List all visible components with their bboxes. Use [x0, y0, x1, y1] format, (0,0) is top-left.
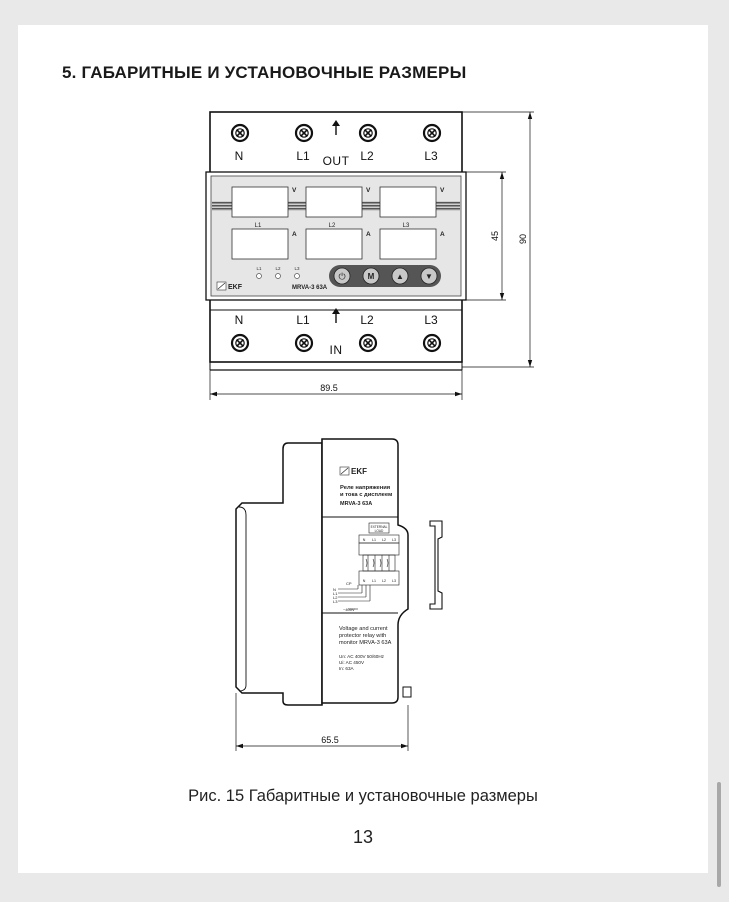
power-button[interactable]: [334, 268, 350, 284]
document-page: [18, 25, 708, 873]
terminal-label: L3: [424, 149, 438, 163]
side-view: [236, 439, 442, 751]
terminal-label: L3: [424, 313, 438, 327]
current-display-l3: [380, 229, 436, 259]
led-label: L3: [294, 266, 300, 271]
din-latch: [403, 687, 411, 697]
diagram-input-label: N: [333, 587, 336, 592]
english-desc-line: protector relay with: [339, 633, 387, 639]
product-name-line2: и тока с дисплеем: [340, 492, 393, 498]
terminal-label: L2: [360, 313, 374, 327]
side-model: MRVA-3 63A: [340, 501, 373, 507]
menu-icon: M: [367, 272, 375, 281]
terminal-screw-icon: [296, 125, 312, 141]
diagram-bottom-terminal: N: [362, 579, 366, 583]
terminal-screw-icon: [232, 125, 248, 141]
led-indicator: [276, 274, 281, 279]
power-icon: ⏻: [338, 271, 346, 282]
side-rear-housing: [236, 443, 322, 705]
product-name-line1: Реле напряжения: [340, 485, 391, 491]
spec-line: Ui: AC 450V: [339, 660, 365, 665]
diagram-input-label: L1: [333, 591, 338, 596]
diagram-top-terminal: N: [362, 538, 366, 542]
spec-line: In: 63A: [339, 666, 354, 671]
out-label: OUT: [322, 154, 350, 168]
terminal-label: L1: [296, 149, 310, 163]
terminal-label: L2: [360, 149, 374, 163]
down-button[interactable]: [421, 268, 437, 284]
terminal-screw-icon: [232, 335, 248, 351]
diagram-box-line1: EXTERNAL: [370, 525, 388, 529]
led-indicator: [295, 274, 300, 279]
terminal-screw-icon: [424, 125, 440, 141]
down-arrow-icon: ▼: [425, 272, 433, 281]
terminal-label: N: [234, 149, 244, 163]
din-rail: [430, 521, 442, 609]
phase-label: L1: [254, 223, 262, 229]
up-arrow-icon: ▲: [396, 272, 404, 281]
current-unit: A: [440, 231, 445, 238]
diagram-input-label: L2: [333, 595, 338, 600]
voltage-display-l2: [306, 187, 362, 217]
figure-caption: Рис. 15 Габаритные и установочные размеры: [188, 787, 538, 805]
voltage-display-l1: [232, 187, 288, 217]
diagram-input-label: L3: [333, 599, 338, 604]
diagram-box-line2: LOAD: [374, 529, 384, 533]
side-brand: EKF: [351, 467, 367, 476]
width-dimension: 89.5: [320, 383, 338, 393]
scrollbar[interactable]: [717, 782, 721, 887]
spec-line: Un: AC 400V 50/60Hz: [339, 654, 384, 659]
phase-label: L2: [328, 223, 336, 229]
terminal-label: N: [234, 313, 244, 327]
diagram-voltage: ~400V: [343, 607, 355, 612]
diagram-top-terminal: L2: [382, 538, 386, 542]
terminal-screw-icon: [360, 125, 376, 141]
diagram-bottom-terminal: L1: [372, 579, 376, 583]
page-number: 13: [352, 827, 374, 847]
depth-dimension: 65.5: [321, 735, 339, 745]
voltage-display-l3: [380, 187, 436, 217]
terminal-screw-icon: [424, 335, 440, 351]
current-display-l2: [306, 229, 362, 259]
current-display-l1: [232, 229, 288, 259]
model-label: MRVA-3 63A: [292, 285, 328, 291]
current-unit: A: [292, 231, 297, 238]
current-unit: A: [366, 231, 371, 238]
led-indicator: [257, 274, 262, 279]
english-desc-line: Voltage and current: [339, 626, 388, 632]
led-label: L1: [256, 266, 262, 271]
menu-button[interactable]: [363, 268, 379, 284]
front-view: [206, 112, 534, 400]
section-title: 5. ГАБАРИТНЫЕ И УСТАНОВОЧНЫЕ РАЗМЕРЫ: [62, 63, 467, 82]
up-button[interactable]: [392, 268, 408, 284]
brand-logo: EKF: [228, 284, 242, 291]
voltage-unit: V: [440, 187, 445, 194]
inner-height-dimension: 45: [490, 230, 500, 242]
terminal-label: L1: [296, 313, 310, 327]
voltage-unit: V: [292, 187, 297, 194]
diagram-bottom-terminal: L2: [382, 579, 386, 583]
diagram-bottom-terminal: L3: [392, 579, 396, 583]
phase-label: L3: [402, 223, 410, 229]
dimension-drawing: [18, 25, 708, 785]
terminal-screw-icon: [296, 335, 312, 351]
english-desc-line: monitor MRVA-3 63A: [339, 640, 392, 646]
terminal-screw-icon: [360, 335, 376, 351]
led-label: L2: [275, 266, 281, 271]
in-label: IN: [329, 343, 343, 357]
outer-height-dimension: 90: [518, 233, 528, 245]
voltage-unit: V: [366, 187, 371, 194]
diagram-left-label: CP: [346, 581, 352, 586]
diagram-top-terminal: L3: [392, 538, 396, 542]
diagram-top-terminal: L1: [372, 538, 376, 542]
